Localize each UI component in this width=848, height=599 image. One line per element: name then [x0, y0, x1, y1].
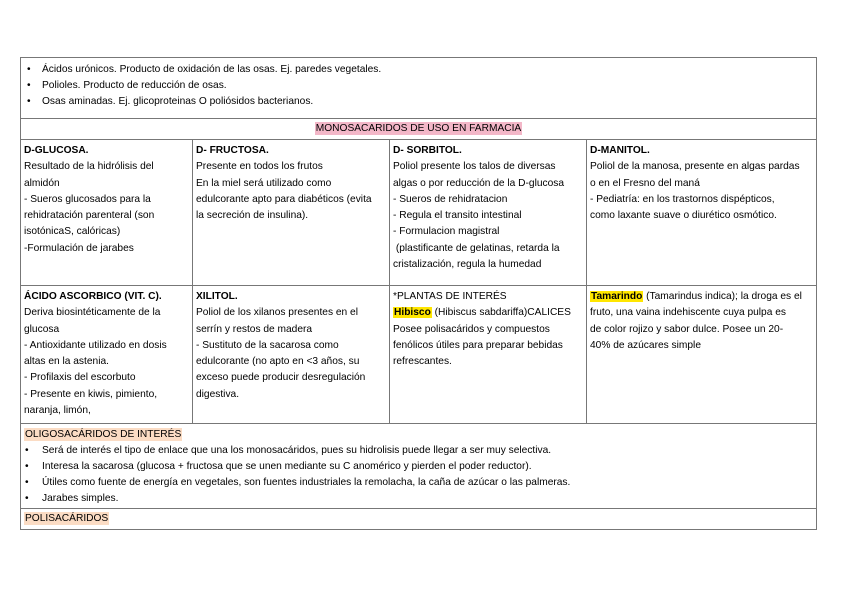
- cell-line: altas en la astenia.: [24, 356, 109, 368]
- cell-line: naranja, limón,: [24, 405, 91, 417]
- cell-line: edulcorante apto para diabéticos (evita: [196, 193, 372, 205]
- cell-line: glucosa: [24, 323, 60, 335]
- cell-line: Poliol de los xilanos presentes en el: [196, 307, 358, 319]
- cell-line: o en el Fresno del maná: [590, 177, 700, 189]
- cell-line: refrescantes.: [393, 356, 452, 368]
- cell-line: - Pediatría: en los trastornos dispépticos,: [590, 193, 775, 205]
- cell-line: de color rojizo y sabor dulce. Posee un 20-: [590, 323, 784, 335]
- list-item: • Osas aminadas. Ej. glicoproteinas O poliósidos bacterianos.: [26, 94, 816, 110]
- cell-title: ÁCIDO ASCORBICO (VIT. C).: [24, 291, 162, 302]
- cell-title: D- FRUCTOSA.: [196, 145, 269, 156]
- cell-line: almidón: [24, 177, 60, 189]
- cell-line: la secreción de insulina).: [196, 210, 309, 222]
- cell-line: fruto, una vaina indehiscente cuya pulpa es: [590, 307, 786, 319]
- cell-line: fenólicos útiles para preparar bebidas: [393, 339, 563, 351]
- cell-line: exceso puede producir desregulación: [196, 372, 366, 384]
- cell-sorbitol: [390, 140, 587, 286]
- cell-title: D-GLUCOSA.: [24, 145, 89, 156]
- cell-line: - Sustituto de la sacarosa como: [196, 339, 339, 351]
- intro-list: [26, 62, 816, 110]
- cell-line: Resultado de la hidrólisis del: [24, 161, 154, 173]
- cell-plantas: [390, 286, 587, 424]
- cell-line: En la miel será utilizado como: [196, 177, 332, 189]
- cell-line: Deriva biosintéticamente de la: [24, 307, 161, 319]
- list-item: • Útiles como fuente de energía en vegetales, son fuentes industriales la remolacha, la caña de azúcar o las palmeras.: [24, 475, 816, 491]
- cell-line: - Sueros glucosados para la: [24, 193, 151, 205]
- cell-line: - Regula el transito intestinal: [393, 210, 522, 222]
- cell-line: digestiva.: [196, 388, 240, 400]
- hibisco-highlight: Hibisco: [394, 307, 431, 319]
- cell-xilitol: [193, 286, 390, 424]
- cell-line: [393, 305, 583, 321]
- hibisco-rest: (Hibiscus sabdariffa)CALICES: [431, 307, 571, 319]
- cell-title: D-MANITOL.: [590, 145, 650, 156]
- cell-line: Presente en todos los frutos: [196, 161, 323, 173]
- cell-line: cristalización, regula la humedad: [393, 259, 542, 271]
- cell-ascorbico: [21, 286, 193, 424]
- list-item: • Ácidos urónicos. Producto de oxidación de las osas. Ej. paredes vegetales.: [26, 62, 816, 78]
- oligosaccharides-heading-line: [24, 427, 816, 443]
- cell-line: Posee polisacáridos y compuestos: [393, 323, 550, 335]
- oligosaccharides-heading: OLIGOSACÁRIDOS DE INTERÉS: [25, 429, 182, 440]
- cell-line: [590, 289, 813, 305]
- list-item: • Jarabes simples.: [24, 491, 816, 507]
- cell-line: como laxante suave o diurético osmótico.: [590, 210, 777, 222]
- cell-line: Poliol de la manosa, presente en algas pardas: [590, 161, 800, 173]
- polysaccharides-section: [21, 509, 816, 530]
- monosaccharides-heading: MONOSACARIDOS DE USO EN FARMACIA: [315, 123, 522, 134]
- cell-fructosa: [193, 140, 390, 286]
- cell-glucosa: [21, 140, 193, 286]
- table-row: [21, 140, 816, 286]
- cell-manitol: [587, 140, 816, 286]
- cell-tamarindo: [587, 286, 816, 424]
- cell-line: Poliol presente los talos de diversas: [393, 161, 556, 173]
- cell-line: - Formulacion magistral: [393, 226, 500, 238]
- polysaccharides-heading: POLISACÁRIDOS: [25, 513, 109, 524]
- list-item: • Será de interés el tipo de enlace que una los monosacáridos, pues su hidrolisis puede llegar a ser muy selectiva.: [24, 443, 816, 459]
- oligosaccharides-section: [21, 424, 816, 509]
- cell-title: D- SORBITOL.: [393, 145, 462, 156]
- table-row: [21, 286, 816, 424]
- tamarindo-highlight: Tamarindo: [591, 291, 643, 302]
- cell-line: - Presente en kiwis, pimiento,: [24, 388, 158, 400]
- cell-line: - Sueros de rehidratacion: [393, 193, 508, 205]
- intro-section: [21, 58, 816, 119]
- cell-title: *PLANTAS DE INTERÉS: [393, 291, 507, 302]
- cell-line: serrín y restos de madera: [196, 323, 313, 335]
- cell-line: 40% de azúcares simple: [590, 339, 701, 351]
- notes-table: [20, 57, 817, 530]
- cell-line: -Formulación de jarabes: [24, 242, 134, 254]
- cell-line: - Profilaxis del escorbuto: [24, 372, 136, 384]
- cell-line: rehidratación parenteral (son: [24, 210, 155, 222]
- cell-line: (plastificante de gelatinas, retarda la: [393, 242, 560, 254]
- oligosaccharides-list: [24, 443, 816, 507]
- list-item: • Polioles. Producto de reducción de osas.: [26, 78, 816, 94]
- cell-line: isotónicaS, calóricas): [24, 226, 121, 238]
- tamarindo-rest: (Tamarindus indica); la droga es el: [643, 291, 802, 302]
- cell-line: algas o por reducción de la D-glucosa: [393, 177, 565, 189]
- cell-title: XILITOL.: [196, 291, 238, 302]
- cell-line: edulcorante (no apto en <3 años, su: [196, 356, 360, 368]
- list-item: • Interesa la sacarosa (glucosa + fructosa que se unen mediante su C anomérico y pierden el poder reductor).: [24, 459, 816, 475]
- monosaccharides-heading-row: [21, 119, 816, 140]
- cell-line: - Antioxidante utilizado en dosis: [24, 339, 167, 351]
